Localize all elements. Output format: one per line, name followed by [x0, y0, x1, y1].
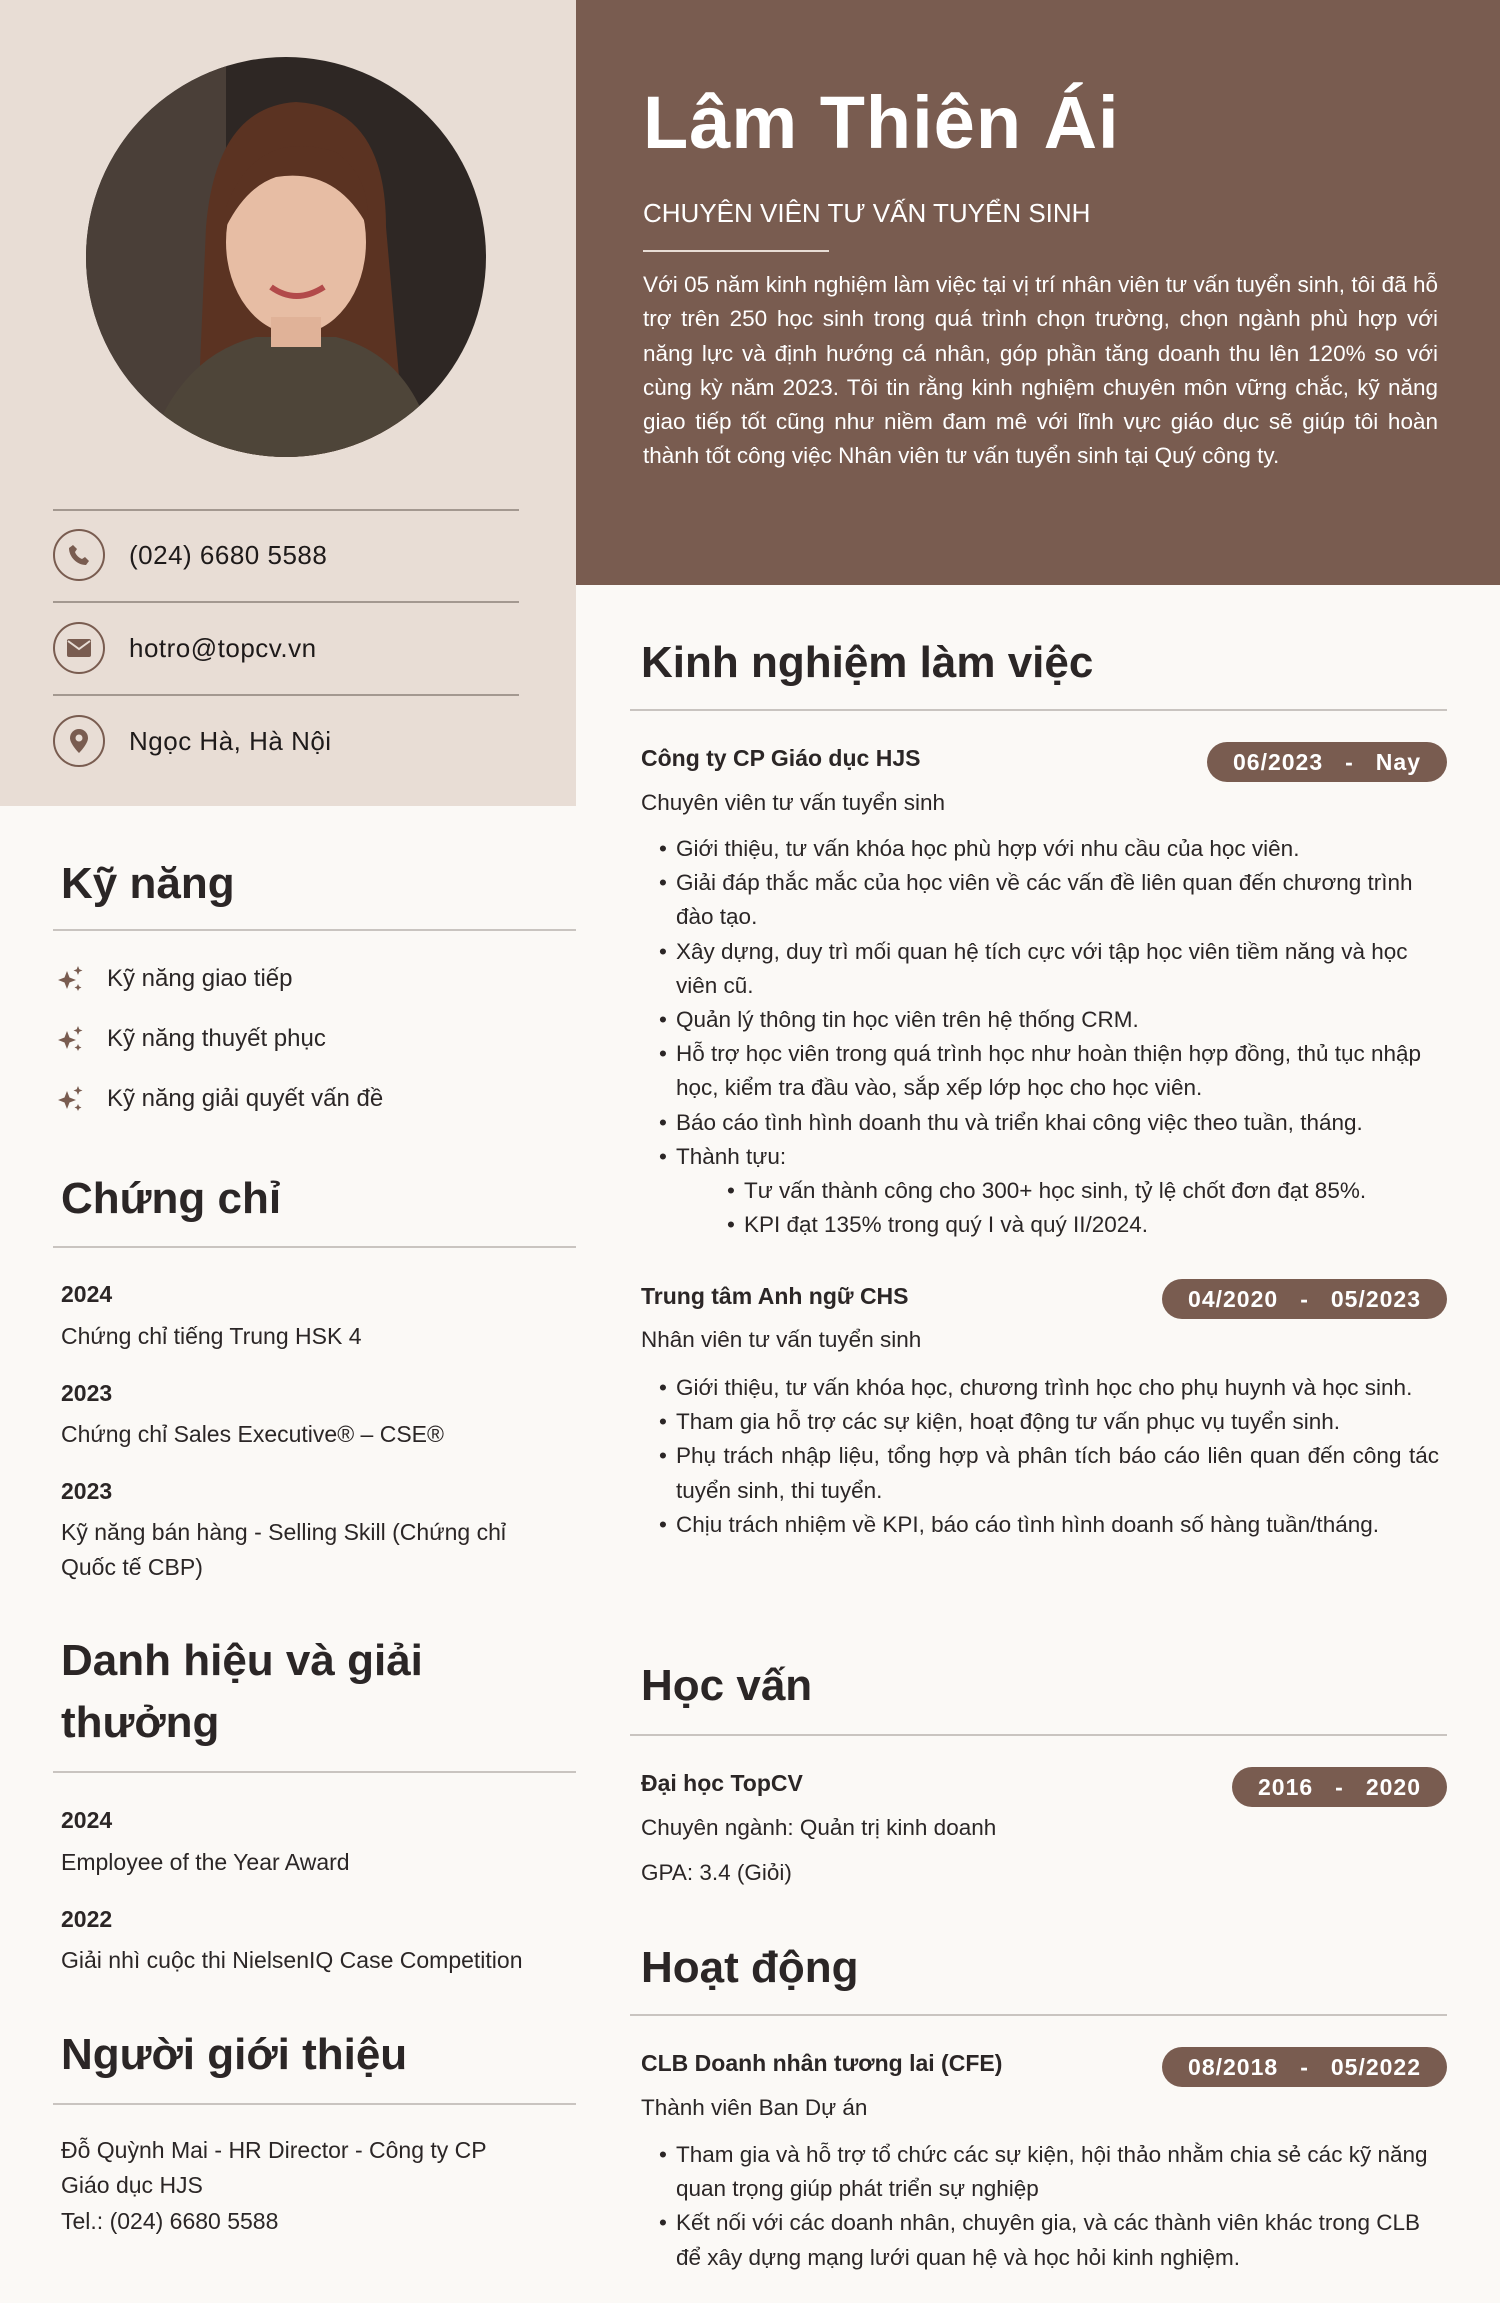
start-date: 06/2023 [1232, 748, 1324, 775]
divider [630, 2014, 1447, 2016]
phone-icon [53, 529, 105, 581]
envelope-icon [53, 622, 105, 674]
start-date: 04/2020 [1188, 1285, 1279, 1312]
duty-item: • Thành tựu: [659, 1140, 1439, 1174]
divider [630, 1734, 1447, 1736]
date-range-badge [1162, 1279, 1447, 1319]
divider [53, 2103, 576, 2105]
divider [630, 709, 1447, 711]
contact-address [53, 711, 332, 771]
reference-person: Đỗ Quỳnh Mai - HR Director - Công ty CP Giáo dục HJS [61, 2137, 487, 2198]
awards-heading: Danh hiệu và giải thưởng [61, 1636, 423, 1747]
skill-label: Kỹ năng giao tiếp [107, 965, 293, 992]
duty-item: • Hỗ trợ học viên trong quá trình học như hoàn thiện hợp đồng, thủ tục nhập học, kiểm tra đầu vào, sắp xếp lớp học cho học viên. [659, 1037, 1439, 1105]
address-text: Ngọc Hà, Hà Nội [129, 725, 332, 756]
divider [53, 1771, 576, 1773]
duty-item: • Giải đáp thắc mắc của học viên về các vấn đề liên quan đến chương trình đào tạo. [659, 866, 1439, 934]
duty-item: • Tham gia hỗ trợ các sự kiện, hoạt động tư vấn phục vụ tuyển sinh. [659, 1405, 1439, 1439]
skill-item [57, 965, 292, 993]
location-pin-icon [53, 715, 105, 767]
gpa: GPA: 3.4 (Giỏi) [641, 1860, 792, 1885]
certificate-name: Chứng chỉ tiếng Trung HSK 4 [61, 1323, 362, 1349]
contact-email [53, 618, 317, 678]
skill-item [57, 1025, 326, 1053]
avatar-photo [86, 57, 486, 457]
activity-role: Thành viên Ban Dự án [641, 2095, 868, 2120]
skills-heading: Kỹ năng [61, 859, 235, 908]
skill-item [57, 1085, 383, 1113]
major: Chuyên ngành: Quản trị kinh doanh [641, 1815, 997, 1840]
references-heading: Người giới thiệu [61, 2030, 408, 2079]
certificate-name: Kỹ năng bán hàng - Selling Skill (Chứng chỉ Quốc tế CBP) [61, 1519, 506, 1580]
job-duties [659, 832, 1439, 1242]
divider [53, 929, 576, 931]
certificate-year: 2023 [61, 1478, 113, 1504]
activities-heading: Hoạt động [641, 1943, 859, 1992]
duty-item: • Phụ trách nhập liệu, tổng hợp và phân tích báo cáo liên quan đến công tác tuyển sinh, thi tuyển. [659, 1439, 1439, 1507]
certificate-year: 2023 [61, 1380, 113, 1406]
duty-item: • Báo cáo tình hình doanh thu và triển khai công việc theo tuần, tháng. [659, 1106, 1439, 1140]
duty-item: • Giới thiệu, tư vấn khóa học, chương trình học cho phụ huynh và học sinh. [659, 1371, 1439, 1405]
start-date: 08/2018 [1188, 2053, 1279, 2080]
activity-item: • Tham gia và hỗ trợ tổ chức các sự kiện, hội thảo nhằm chia sẻ các kỹ năng quan trọng giúp phát triển sự nghiệp [659, 2138, 1429, 2206]
date-range-badge [1162, 2047, 1447, 2087]
company-name: Trung tâm Anh ngữ CHS [641, 1283, 909, 1309]
header-panel [576, 0, 1500, 585]
skill-label: Kỹ năng thuyết phục [107, 1025, 326, 1052]
activity-duties [659, 2138, 1429, 2275]
start-date: 2016 [1257, 1773, 1314, 1800]
sparkle-icon [57, 965, 85, 993]
duty-item: • Giới thiệu, tư vấn khóa học phù hợp với nhu cầu của học viên. [659, 832, 1439, 866]
end-date: Nay [1375, 748, 1421, 775]
duty-item: • Chịu trách nhiệm về KPI, báo cáo tình hình doanh số hàng tuần/tháng. [659, 1508, 1439, 1542]
sparkle-icon [57, 1025, 85, 1053]
organization-name: CLB Doanh nhân tương lai (CFE) [641, 2050, 1003, 2076]
end-date: 05/2023 [1330, 1285, 1421, 1312]
job-role: Chuyên viên tư vấn tuyển sinh [641, 790, 945, 815]
job-role: Nhân viên tư vấn tuyển sinh [641, 1327, 922, 1352]
job-title: CHUYÊN VIÊN TƯ VẤN TUYỂN SINH [643, 198, 1091, 228]
contact-phone [53, 525, 327, 585]
award-name: Employee of the Year Award [61, 1849, 350, 1875]
achievement-item: • Tư vấn thành công cho 300+ học sinh, tỷ lệ chốt đơn đạt 85%. [727, 1174, 1439, 1208]
end-date: 2020 [1365, 1773, 1421, 1800]
divider [53, 694, 519, 696]
award-name: Giải nhì cuộc thi NielsenIQ Case Competition [61, 1947, 523, 1973]
phone-text: (024) 6680 5588 [129, 539, 328, 570]
activity-item: • Kết nối với các doanh nhân, chuyên gia, và các thành viên khác trong CLB để xây dựng mạng lưới quan hệ và học hỏi kinh nghiệm. [659, 2206, 1429, 2274]
company-name: Công ty CP Giáo dục HJS [641, 745, 921, 771]
date-separator: - [1335, 1773, 1344, 1800]
sparkle-icon [57, 1085, 85, 1113]
job-duties [659, 1371, 1439, 1542]
certificate-name: Chứng chỉ Sales Executive® – CSE® [61, 1421, 444, 1447]
date-separator: - [1300, 2053, 1309, 2080]
experience-heading: Kinh nghiệm làm việc [641, 638, 1094, 687]
certificate-year: 2024 [61, 1281, 113, 1307]
date-range-badge [1207, 742, 1447, 782]
duty-item: • Quản lý thông tin học viên trên hệ thống CRM. [659, 1003, 1439, 1037]
education-heading: Học vấn [641, 1661, 813, 1710]
date-separator: - [1300, 1285, 1309, 1312]
summary-text: Với 05 năm kinh nghiệm làm việc tại vị trí nhân viên tư vấn tuyển sinh, tôi đã hỗ trợ trên 250 học sinh trong quá trình chọn trường, chọn ngành phù hợp với năng lực và định hướng cá nhân, góp phần tăng doanh thu lên 120% so với cùng kỳ năm 2023. Tôi tin rằng kinh nghiệm chuyên môn vững chắc, kỹ năng giao tiếp tốt cũng như niềm đam mê với lĩnh vực giáo dục sẽ giúp tôi hoàn thành tốt công việc Nhân viên tư vấn tuyển sinh tại Quý công ty. [643, 272, 1438, 469]
reference-phone: Tel.: (024) 6680 5588 [61, 2208, 279, 2234]
email-text: hotro@topcv.vn [129, 632, 317, 663]
duty-item: • Xây dựng, duy trì mối quan hệ tích cực với tập học viên tiềm năng và học viên cũ. [659, 935, 1439, 1003]
divider [53, 509, 519, 511]
skill-label: Kỹ năng giải quyết vấn đề [107, 1085, 384, 1112]
date-range-badge [1232, 1767, 1447, 1807]
date-separator: - [1345, 748, 1354, 775]
candidate-name: Lâm Thiên Ái [643, 81, 1120, 164]
divider [53, 1246, 576, 1248]
award-year: 2022 [61, 1906, 113, 1932]
achievement-item: • KPI đạt 135% trong quý I và quý II/2024. [727, 1208, 1439, 1242]
title-divider [643, 250, 829, 252]
end-date: 05/2022 [1330, 2053, 1421, 2080]
certificates-heading: Chứng chỉ [61, 1174, 282, 1223]
award-year: 2024 [61, 1807, 113, 1833]
school-name: Đại học TopCV [641, 1770, 803, 1796]
divider [53, 601, 519, 603]
